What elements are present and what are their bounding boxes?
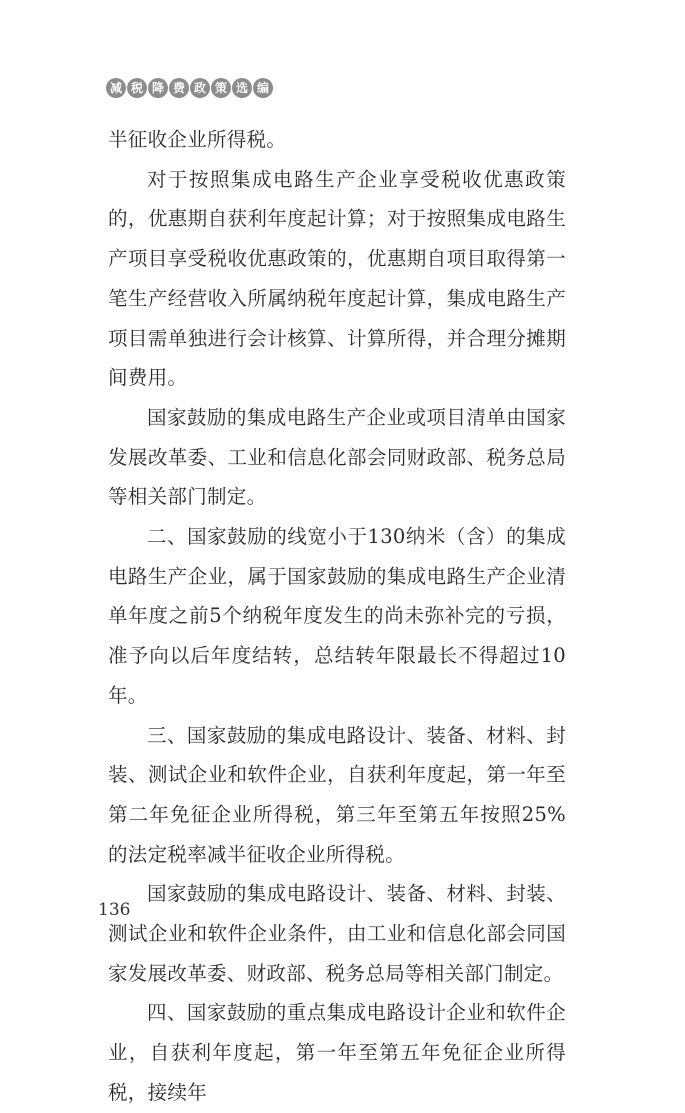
header-char: 策 xyxy=(211,78,231,98)
header-char: 减 xyxy=(106,78,126,98)
header-char: 费 xyxy=(169,78,189,98)
paragraph: 三、国家鼓励的集成电路设计、装备、材料、封装、测试企业和软件企业，自获利年度起，第一年至第二年免征企业所得税，第三年至第五年按照25%的法定税率减半征收企业所得税。 xyxy=(108,723,566,866)
header-char: 政 xyxy=(190,78,210,98)
paragraph: 国家鼓励的集成电路生产企业或项目清单由国家发展改革委、工业和信息化部会同财政部、税务总局等相关部门制定。 xyxy=(108,405,566,509)
paragraph: 半征收企业所得税。 xyxy=(108,128,287,151)
body-text xyxy=(108,120,566,1113)
paragraph: 国家鼓励的集成电路设计、装备、材料、封装、测试企业和软件企业条件，由工业和信息化部会同国家发展改革委、财政部、税务总局等相关部门制定。 xyxy=(108,882,566,985)
paragraph: 二、国家鼓励的线宽小于130纳米（含）的集成电路生产企业，属于国家鼓励的集成电路生产企业清单年度之前5个纳税年度发生的尚未弥补完的亏损，准予向以后年度结转，总结转年限最长不得超过10年。 xyxy=(108,525,566,707)
paragraph: 对于按照集成电路生产企业享受税收优惠政策的，优惠期自获利年度起计算；对于按照集成电路生产项目享受税收优惠政策的，优惠期自项目取得第一笔生产经营收入所属纳税年度起计算，集成电路生产项目需单独进行会计核算、计算所得，并合理分摊期间费用。 xyxy=(108,167,566,390)
running-header xyxy=(106,78,273,98)
paragraph: 四、国家鼓励的重点集成电路设计企业和软件企业，自获利年度起，第一年至第五年免征企业所得税，接续年 xyxy=(108,1001,566,1104)
header-char: 编 xyxy=(253,78,273,98)
header-char: 选 xyxy=(232,78,252,98)
page-number: 136 xyxy=(98,900,131,920)
header-char: 税 xyxy=(127,78,147,98)
header-char: 降 xyxy=(148,78,168,98)
